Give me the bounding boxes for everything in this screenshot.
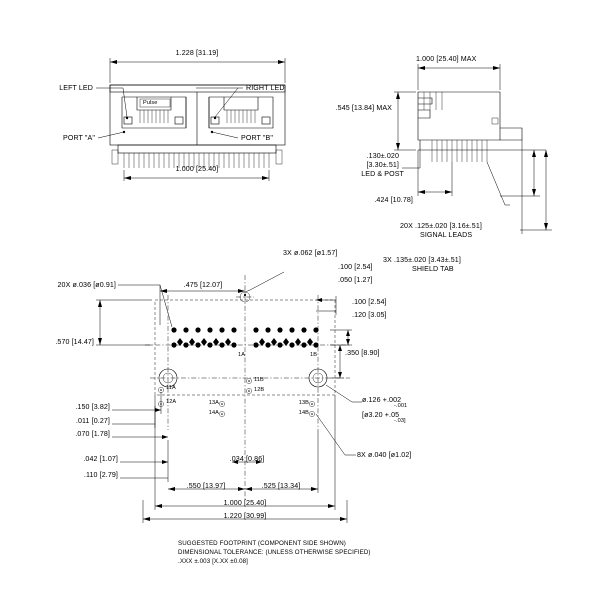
dim-post-offset: .424 [10.78] [374,196,413,204]
dim-signal-leads-1: 20X .125±.020 [3.16±.51] [400,222,482,230]
dim-050-127: .050 [1.27] [338,276,373,284]
dim-signal-leads-2: SIGNAL LEADS [420,231,473,239]
pin-label-14b: 14B [298,410,309,416]
dim-dia-8x: 8X ø.040 [ø1.02] [357,451,412,459]
pin-label-11b: 11B [254,377,264,383]
pin-label-11a: 11A [166,385,176,391]
dim-070: .070 [1.78] [75,430,110,438]
pin-label-12b: 12B [254,387,265,393]
dim-mount-hole-3: [ø3.20 +.05 [362,411,400,419]
dim-1000: 1.000 [25.40] [223,499,267,507]
top-view-geometry [96,58,285,181]
dim-led-post-3: LED & POST [361,170,404,178]
footprint-geometry [96,272,362,523]
dim-100-254-top: .100 [2.54] [338,263,373,271]
dim-shield-tab-1: 3X .135±.020 [3.43±.51] [383,256,461,264]
dim-475: .475 [12.07] [183,281,223,289]
dim-mount-hole-2: -.001 [394,403,408,409]
pin-label-13b: 13B [298,400,309,406]
label-port-a: PORT "A" [63,134,95,142]
dim-mount-hole-1: ø.126 +.002 [362,396,402,404]
dim-pad-dia-20x: 20X ø.036 [ø0.91] [57,281,116,289]
pin-label-1b: 1B [310,352,318,358]
dim-bottom-width: 1.000 [25.40] [175,165,219,173]
small-pads [158,378,314,416]
dim-011: .011 [0.27] [75,417,110,425]
dim-1220: 1.220 [30.99] [223,512,267,520]
note-line-2: DIMENSIONAL TOLERANCE: (UNLESS OTHERWISE SPECIFIED) [178,549,371,556]
dim-525: .525 [13.34] [261,482,301,490]
pin-label-12a: 12A [166,399,177,405]
pin-label-14a: 14A [208,410,219,416]
dim-570: .570 [14.47] [55,338,94,346]
dim-overall-width: 1.228 [31.19] [175,49,219,57]
pin-label-13a: 13A [208,400,219,406]
dim-110: .110 [2.79] [83,471,118,479]
dim-shield-tab-2: SHIELD TAB [412,265,454,273]
dim-height-max: .545 [13.84] MAX [335,104,392,112]
dim-depth-max: 1.000 [25.40] MAX [416,55,477,63]
note-line-3: .XXX ±.003 [X.XX ±0.08] [178,558,248,565]
dim-350-890: .350 [8.90] [345,349,380,357]
dim-led-post-1: .130±.020 [366,152,399,160]
side-view-geometry [394,64,552,234]
dim-550: .550 [13.97] [186,482,226,490]
label-left-led: LEFT LED [59,84,93,92]
note-line-1: SUGGESTED FOOTPRINT (COMPONENT SIDE SHOWN) [178,540,346,547]
brand-label: Pulse [143,100,158,106]
dim-034: .034 [0.86] [229,455,265,463]
label-right-led: RIGHT LED [246,84,285,92]
dim-3x-062: 3X ø.062 [ø1.57] [283,249,338,257]
dim-120-305: .120 [3.05] [352,311,387,319]
dim-042: .042 [1.07] [83,455,118,463]
dim-led-post-2: [3.30±.51] [366,161,399,169]
dim-mount-hole-4: -.03] [394,418,406,424]
pin-label-1a: 1A [238,352,246,358]
dim-150: .150 [3.82] [75,403,110,411]
dim-100-254-right: .100 [2.54] [352,298,387,306]
label-port-b: PORT "B" [241,134,273,142]
